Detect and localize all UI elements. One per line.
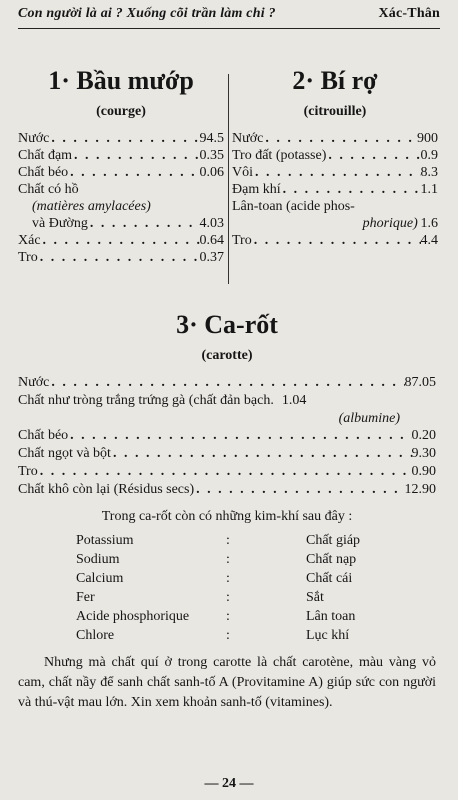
mineral-row: Acide phosphorique : Lân toan	[76, 609, 356, 624]
running-header	[18, 6, 440, 22]
nutrient-label: (matières amylacées)	[32, 199, 151, 214]
mineral-row: Sodium : Chất nạp	[76, 552, 357, 567]
nutrient-row: Tro . . . 4.4	[232, 232, 438, 249]
nutrient-row: Chất khô còn lại (Résidus secs) . . . 12.90	[18, 481, 436, 499]
nutrient-row: Đạm khí . . . 1.1	[232, 181, 438, 198]
minerals-intro: Trong ca-rốt còn có những kim-khí sau đây :	[101, 509, 353, 524]
mineral-row: Fer : Sắt	[76, 590, 324, 605]
carotene-paragraph: Nhưng mà chất quí ở trong carotte là chất carotène, màu vàng vỏ cam, chất nầy để sanh chất sanh-tố A (Provitamine A) giúp sức con người và thú-vật mau lớn. Xin xem khoản sanh-tố (vitamines).	[18, 655, 436, 710]
nutrient-label: Chất có hồ	[18, 182, 79, 197]
mineral-row: Calcium : Chất cái	[76, 571, 353, 586]
nutrient-row: Chất đạm . . . 0.35	[18, 147, 224, 164]
nutrient-row: Nước . . . 94.5	[18, 130, 224, 147]
section-citrouille	[232, 66, 438, 249]
nutrient-row: phorique) 1.6	[362, 216, 438, 231]
section-carotte	[18, 310, 436, 727]
column-divider	[228, 74, 229, 284]
nutrient-label: Lân-toan (acide phos-	[232, 199, 355, 214]
page-number: — 24 —	[204, 776, 254, 791]
minerals-table	[76, 531, 360, 645]
header-right: Xác-Thân	[378, 6, 440, 21]
section-subtitle: (carotte)	[201, 348, 253, 363]
section-title: 2· Bí rợ	[292, 66, 378, 95]
nutrient-row: Tro đất (potasse) . . . 0.9	[232, 147, 438, 164]
section-courge	[18, 66, 224, 266]
nutrient-row: Chất béo . . . 0.06	[18, 164, 224, 181]
section-subtitle: (citrouille)	[303, 104, 367, 119]
nutrient-row: Chất ngọt và bột . . . 9.30	[18, 445, 436, 463]
header-left: Con người là ai ? Xuống cõi trần làm chi ?	[18, 6, 276, 21]
section-title: 3· Ca-rốt	[176, 310, 278, 339]
nutrient-note: (albumine)	[338, 411, 400, 426]
nutrient-row: và Đường . . . 4.03	[18, 215, 224, 232]
mineral-row: Chlore : Lục khí	[76, 628, 350, 643]
mineral-row: Potassium : Chất giáp	[76, 533, 361, 548]
header-rule	[18, 28, 440, 29]
nutrient-row: Tro . . . 0.37	[18, 249, 224, 266]
nutrient-row: Nước . . . 87.05	[18, 374, 436, 392]
nutrient-row: Nước . . . 900	[232, 130, 438, 147]
section-subtitle: (courge)	[96, 104, 146, 119]
nutrient-row: Xác . . . 0.64	[18, 232, 224, 249]
nutrient-row: Tro . . . 0.90	[18, 463, 436, 481]
nutrient-row: Vôi . . . 8.3	[232, 164, 438, 181]
section-title: 1· Bầu mướp	[48, 66, 194, 95]
nutrient-row: Chất như tròng trắng trứng gà (chất đản bạch. 1.04	[18, 393, 307, 408]
nutrient-row: Chất béo . . . 0.20	[18, 427, 436, 445]
